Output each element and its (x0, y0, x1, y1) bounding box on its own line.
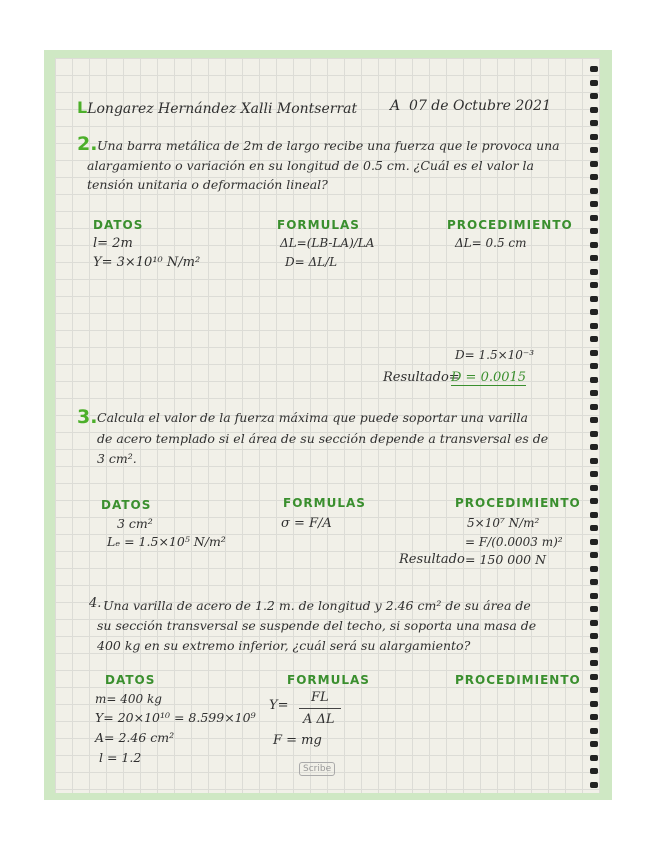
problem-4-line-3: 400 kg en su extremo inferior, ¿cuál será su alargamiento? (97, 638, 471, 653)
problem-4-line-1: Una varilla de acero de 1.2 m. de longitud y 2.46 cm² de su área de (103, 598, 531, 613)
problem-3-formula-1: σ = F/A (281, 516, 332, 531)
binding-hole (590, 566, 598, 572)
problem-3-line-2: de acero templado si el área de su sección depende a transversal es de (97, 431, 549, 446)
binding-hole (590, 242, 598, 248)
binding-hole (590, 458, 598, 464)
problem-3-line-1: Calcula el valor de la fuerza máxima que puede soportar una varilla (97, 410, 528, 425)
problem-4-dato-3: A= 2.46 cm² (95, 730, 175, 745)
problem-2-dato-1: l= 2m (93, 236, 133, 251)
binding-hole (590, 539, 598, 545)
problem-2-result-value: D = 0.0015 (451, 370, 527, 385)
binding-hole (590, 620, 598, 626)
problem-3-proc-2: = F/(0.0003 m)² (465, 535, 563, 549)
binding-hole (590, 228, 598, 234)
binding-hole (590, 404, 598, 410)
binding-hole (590, 768, 598, 774)
binding-hole (590, 512, 598, 518)
binding-hole (590, 323, 598, 329)
problem-4-formula-y-label: Y= (269, 698, 289, 713)
problem-2-number: 2. (77, 133, 98, 155)
date (390, 98, 551, 114)
problem-3-dato-2: Lₑ = 1.5×10⁵ N/m² (107, 534, 226, 549)
binding-hole (590, 606, 598, 612)
problem-2-line-3: tensión unitaria o deformación lineal? (87, 177, 328, 192)
binding-hole (590, 687, 598, 693)
problem-4-fraction-bar (299, 708, 341, 709)
binding-hole (590, 579, 598, 585)
binding-hole (590, 80, 598, 86)
problem-4-formula-f: F = mg (273, 733, 322, 748)
date-text: 07 de Octubre 2021 (409, 98, 551, 114)
binding-hole (590, 471, 598, 477)
binding-hole (590, 269, 598, 275)
problem-2-dato-2: Y= 3×10¹⁰ N/m² (93, 255, 201, 270)
problem-4-procedimiento-heading: PROCEDIMIENTO (455, 673, 581, 687)
binding-hole (590, 336, 598, 342)
problem-2-procedimiento-heading: PROCEDIMIENTO (447, 218, 573, 232)
binding-hole (590, 714, 598, 720)
binding-hole (590, 782, 598, 788)
binding-hole (590, 728, 598, 734)
binding-hole (590, 201, 598, 207)
binding-hole (590, 255, 598, 261)
problem-3-dato-1: 3 cm² (117, 516, 153, 531)
binding-hole (590, 755, 598, 761)
problem-4-number: 4. (89, 596, 102, 611)
problem-2-line-2: alargamiento o variación en su longitud de 0.5 cm. ¿Cuál es el valor la (87, 158, 534, 173)
binding-hole (590, 93, 598, 99)
problem-2-datos-heading: DATOS (93, 218, 144, 232)
binding-hole (590, 188, 598, 194)
problem-3-proc-1: 5×10⁷ N/m² (467, 516, 540, 530)
binding-hole (590, 552, 598, 558)
spiral-binding (588, 58, 600, 793)
problem-3-number: 3. (77, 406, 98, 428)
problem-3-result-label: Resultado (399, 552, 465, 567)
binding-hole (590, 120, 598, 126)
problem-3-formulas-heading: FORMULAS (283, 496, 366, 510)
binding-hole (590, 363, 598, 369)
problem-2-proc-2: D= 1.5×10⁻³ (455, 348, 535, 362)
problem-3-datos-heading: DATOS (101, 498, 152, 512)
problem-2-formula-2: D= ΔL/L (285, 255, 338, 269)
binding-hole (590, 444, 598, 450)
student-name: LLongarez Hernández Xalli Montserrat (77, 98, 358, 117)
date-prefix: A (390, 98, 401, 114)
binding-hole (590, 282, 598, 288)
problem-2-result-label: Resultado= (383, 370, 460, 385)
binding-hole (590, 161, 598, 167)
problem-2-proc-1: ΔL= 0.5 cm (455, 236, 527, 250)
binding-hole (590, 309, 598, 315)
binding-hole (590, 417, 598, 423)
problem-4-line-2: su sección transversal se suspende del techo, si soporta una masa de (97, 618, 537, 633)
problem-4-dato-2: Y= 20×10¹⁰ = 8.599×10⁹ (95, 710, 256, 725)
problem-2-formula-1: ΔL=(LB-LA)/LA (280, 236, 375, 250)
binding-hole (590, 593, 598, 599)
binding-hole (590, 296, 598, 302)
binding-hole (590, 215, 598, 221)
binding-hole (590, 66, 598, 72)
problem-3-result-value: = 150 000 N (465, 552, 547, 567)
problem-2-line-1: Una barra metálica de 2m de largo recibe una fuerza que le provoca una (97, 138, 560, 153)
binding-hole (590, 350, 598, 356)
problem-4-dato-1: m= 400 kg (95, 692, 162, 706)
problem-4-datos-heading: DATOS (105, 673, 156, 687)
binding-hole (590, 174, 598, 180)
problem-4-formula-numerator: FL (311, 690, 329, 705)
notebook-page (55, 58, 600, 793)
binding-hole (590, 485, 598, 491)
binding-hole (590, 525, 598, 531)
binding-hole (590, 660, 598, 666)
problem-4-dato-4: l = 1.2 (99, 750, 142, 765)
problem-4-formula-denominator: A ΔL (303, 712, 335, 727)
binding-hole (590, 134, 598, 140)
binding-hole (590, 390, 598, 396)
problem-2-formulas-heading: FORMULAS (277, 218, 360, 232)
binding-hole (590, 674, 598, 680)
scribe-stamp: Scribe (299, 762, 335, 776)
binding-hole (590, 107, 598, 113)
binding-hole (590, 701, 598, 707)
binding-hole (590, 431, 598, 437)
binding-hole (590, 147, 598, 153)
problem-3-line-3: 3 cm². (97, 451, 137, 466)
problem-3-procedimiento-heading: PROCEDIMIENTO (455, 496, 581, 510)
binding-hole (590, 498, 598, 504)
binding-hole (590, 377, 598, 383)
binding-hole (590, 741, 598, 747)
problem-4-formulas-heading: FORMULAS (287, 673, 370, 687)
binding-hole (590, 647, 598, 653)
student-name-text: Longarez Hernández Xalli Montserrat (87, 101, 358, 117)
binding-hole (590, 633, 598, 639)
